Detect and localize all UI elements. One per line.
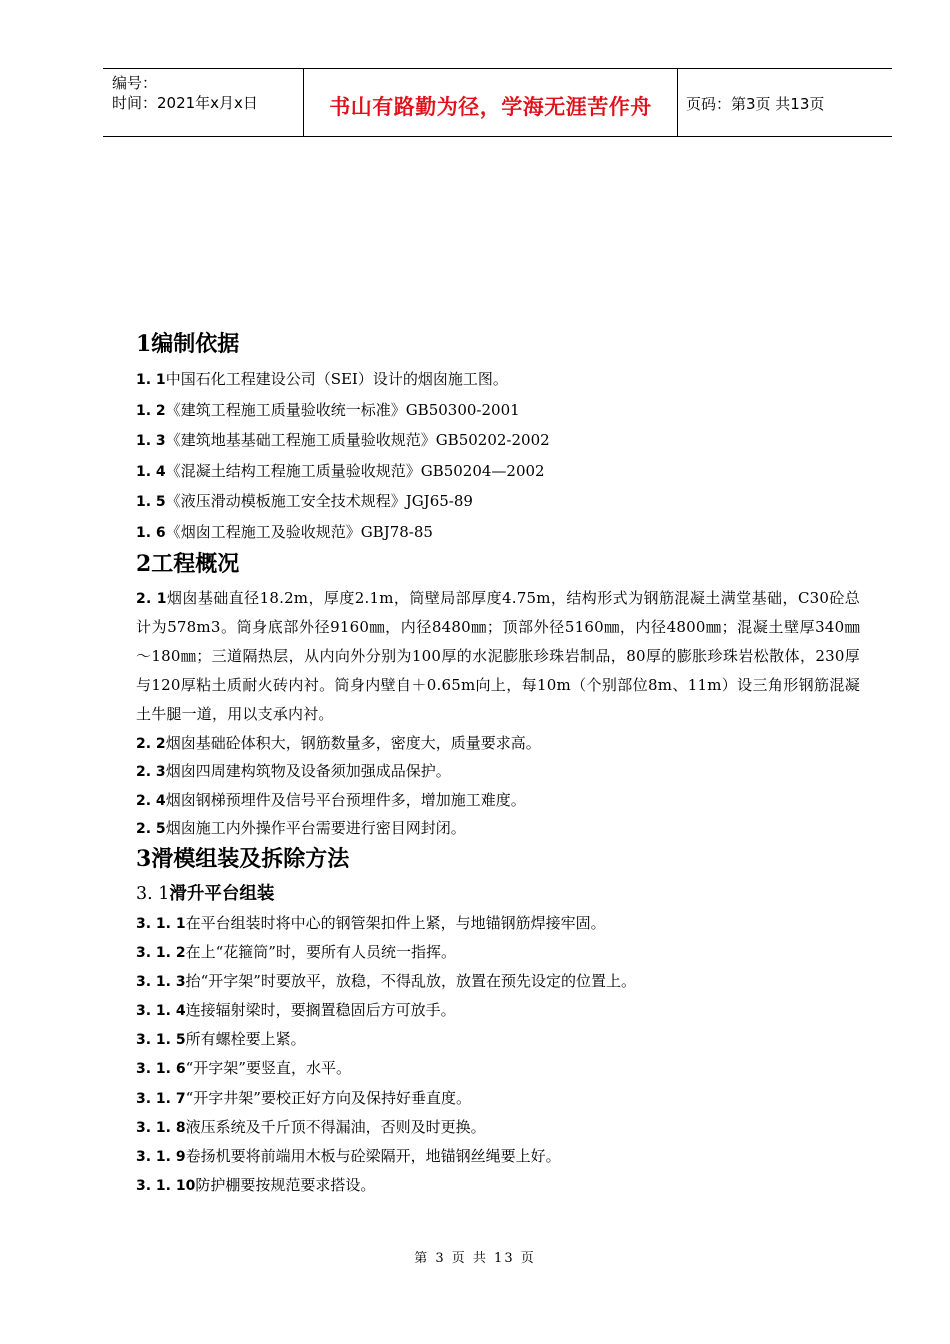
section-title: 3滑模组装及拆除方法 <box>136 845 350 872</box>
item-text: 《建筑地基基础工程施工质量验收规范》GB50202-2002 <box>165 431 550 450</box>
item-number: 3. 1. 5 <box>136 1032 186 1049</box>
item-text: 抬“开字架”时要放平，放稳，不得乱放，放置在预先设定的位置上。 <box>185 971 636 990</box>
item-number: 1. 4 <box>136 463 166 480</box>
item-number: 1. 2 <box>136 402 166 419</box>
section-title: 1编制依据 <box>136 331 240 357</box>
list-item <box>136 486 860 517</box>
header-page-cell <box>678 69 892 136</box>
item-number: 3. 1. 4 <box>136 1003 186 1020</box>
item-number: 3. 1. 10 <box>136 1178 196 1195</box>
list-item <box>136 996 860 1025</box>
subsection-number: 3. 1 <box>136 883 170 904</box>
subsection-label: 滑升平台组装 <box>169 883 275 904</box>
item-text: 卷扬机要将前端用木板与砼梁隔开，地锚钢丝绳要上好。 <box>185 1147 561 1166</box>
item-number: 1. 5 <box>136 494 166 511</box>
item-text: 在上“花箍筒”时，要所有人员统一指挥。 <box>185 942 456 961</box>
list-item <box>136 517 860 548</box>
item-text: 防护棚要按规范要求搭设。 <box>195 1176 376 1195</box>
item-text: 液压系统及千斤顶不得漏油，否则及时更换。 <box>185 1117 486 1136</box>
page-footer: 第 3 页 共 13 页 <box>414 1251 536 1266</box>
list-item <box>136 456 860 487</box>
item-number: 3. 1. 8 <box>136 1119 186 1136</box>
item-text: 中国石化工程建设公司（SEI）设计的烟囱施工图。 <box>165 370 508 388</box>
list-item <box>136 729 860 758</box>
item-text: 《液压滑动模板施工安全技术规程》JGJ65-89 <box>165 492 473 511</box>
list-item <box>136 967 860 996</box>
item-number: 2. 5 <box>136 821 166 838</box>
item-number: 1. 6 <box>136 524 166 541</box>
section-title: 2工程概况 <box>136 550 240 577</box>
item-number: 3. 1. 1 <box>136 915 186 932</box>
list-item <box>136 1142 860 1171</box>
item-number: 3. 1. 6 <box>136 1061 186 1078</box>
list-item <box>136 909 860 938</box>
list-item <box>136 1054 860 1083</box>
header-motto: 书山有路勤为径，学海无涯苦作舟 <box>329 95 652 119</box>
list-item <box>136 1025 860 1054</box>
item-number: 2. 3 <box>136 764 166 781</box>
header-meta-cell <box>103 69 304 136</box>
list-item <box>136 395 860 426</box>
subsection-title <box>136 879 860 909</box>
list-item <box>136 364 860 395</box>
item-text: 烟囱施工内外操作平台需要进行密目网封闭。 <box>165 819 466 838</box>
header-motto-cell <box>304 69 678 136</box>
item-number: 3. 1. 2 <box>136 944 186 961</box>
item-text: 烟囱四周建构筑物及设备须加强成品保护。 <box>165 762 451 781</box>
item-number: 3. 1. 7 <box>136 1090 186 1107</box>
item-number: 3. 1. 3 <box>136 973 186 990</box>
list-item <box>136 1084 860 1113</box>
item-text: 连接辐射梁时，要搁置稳固后方可放手。 <box>185 1001 456 1020</box>
list-item <box>136 814 860 843</box>
list-item <box>136 938 860 967</box>
item-text: 在平台组装时将中心的钢管架扣件上紧，与地锚钢筋焊接牢固。 <box>185 913 606 932</box>
list-item <box>136 425 860 456</box>
item-number: 2. 2 <box>136 735 166 752</box>
item-text: 烟囱钢梯预埋件及信号平台预埋件多，增加施工难度。 <box>165 790 526 809</box>
item-text: 烟囱基础砼体积大，钢筋数量多，密度大，质量要求高。 <box>165 733 541 752</box>
item-text: 所有螺栓要上紧。 <box>185 1030 306 1049</box>
item-number: 1. 1 <box>136 372 166 388</box>
item-number: 1. 3 <box>136 433 166 450</box>
item-text: 《建筑工程施工质量验收统一标准》GB50300-2001 <box>165 400 520 419</box>
document-header <box>103 68 892 137</box>
item-text: 《混凝土结构工程施工质量验收规范》GB50204—2002 <box>165 461 545 480</box>
item-number: 3. 1. 9 <box>136 1149 186 1166</box>
paragraph-text: 烟囱基础直径18.2m，厚度2.1m，筒壁局部厚度4.75m，结构形式为钢筋混凝土满堂基础，C30砼总计为578m3。筒身底部外径9160㎜，内径8480㎜；顶部外径5160㎜，内径4800㎜；混凝土壁厚340㎜～180㎜；三道隔热层，从内向外分别为100厚的水泥膨胀珍珠岩制品，80厚的膨胀珍珠岩松散体，230厚与120厚粘土质耐火砖内衬。筒身内壁自＋0.65m向上，每10m（个别部位8m、11m）设三角形钢筋混凝土牛腿一道，用以支承内衬。 <box>136 588 860 723</box>
header-time-label: 时间：2021年x月x日 <box>112 94 258 112</box>
item-number: 2. 4 <box>136 792 166 809</box>
list-item <box>136 1113 860 1142</box>
header-page-label: 页码：第3页 共13页 <box>686 95 825 113</box>
list-item <box>136 757 860 786</box>
header-number-label: 编号： <box>112 74 158 92</box>
item-text: “开字井架”要校正好方向及保持好垂直度。 <box>185 1088 471 1107</box>
list-item <box>136 786 860 815</box>
list-item <box>136 1171 860 1200</box>
paragraph <box>136 584 860 729</box>
item-text: 《烟囱工程施工及验收规范》GBJ78-85 <box>165 522 433 541</box>
document-body <box>136 328 860 1200</box>
item-text: “开字架”要竖直，水平。 <box>185 1059 351 1078</box>
item-number: 2. 1 <box>136 590 167 607</box>
